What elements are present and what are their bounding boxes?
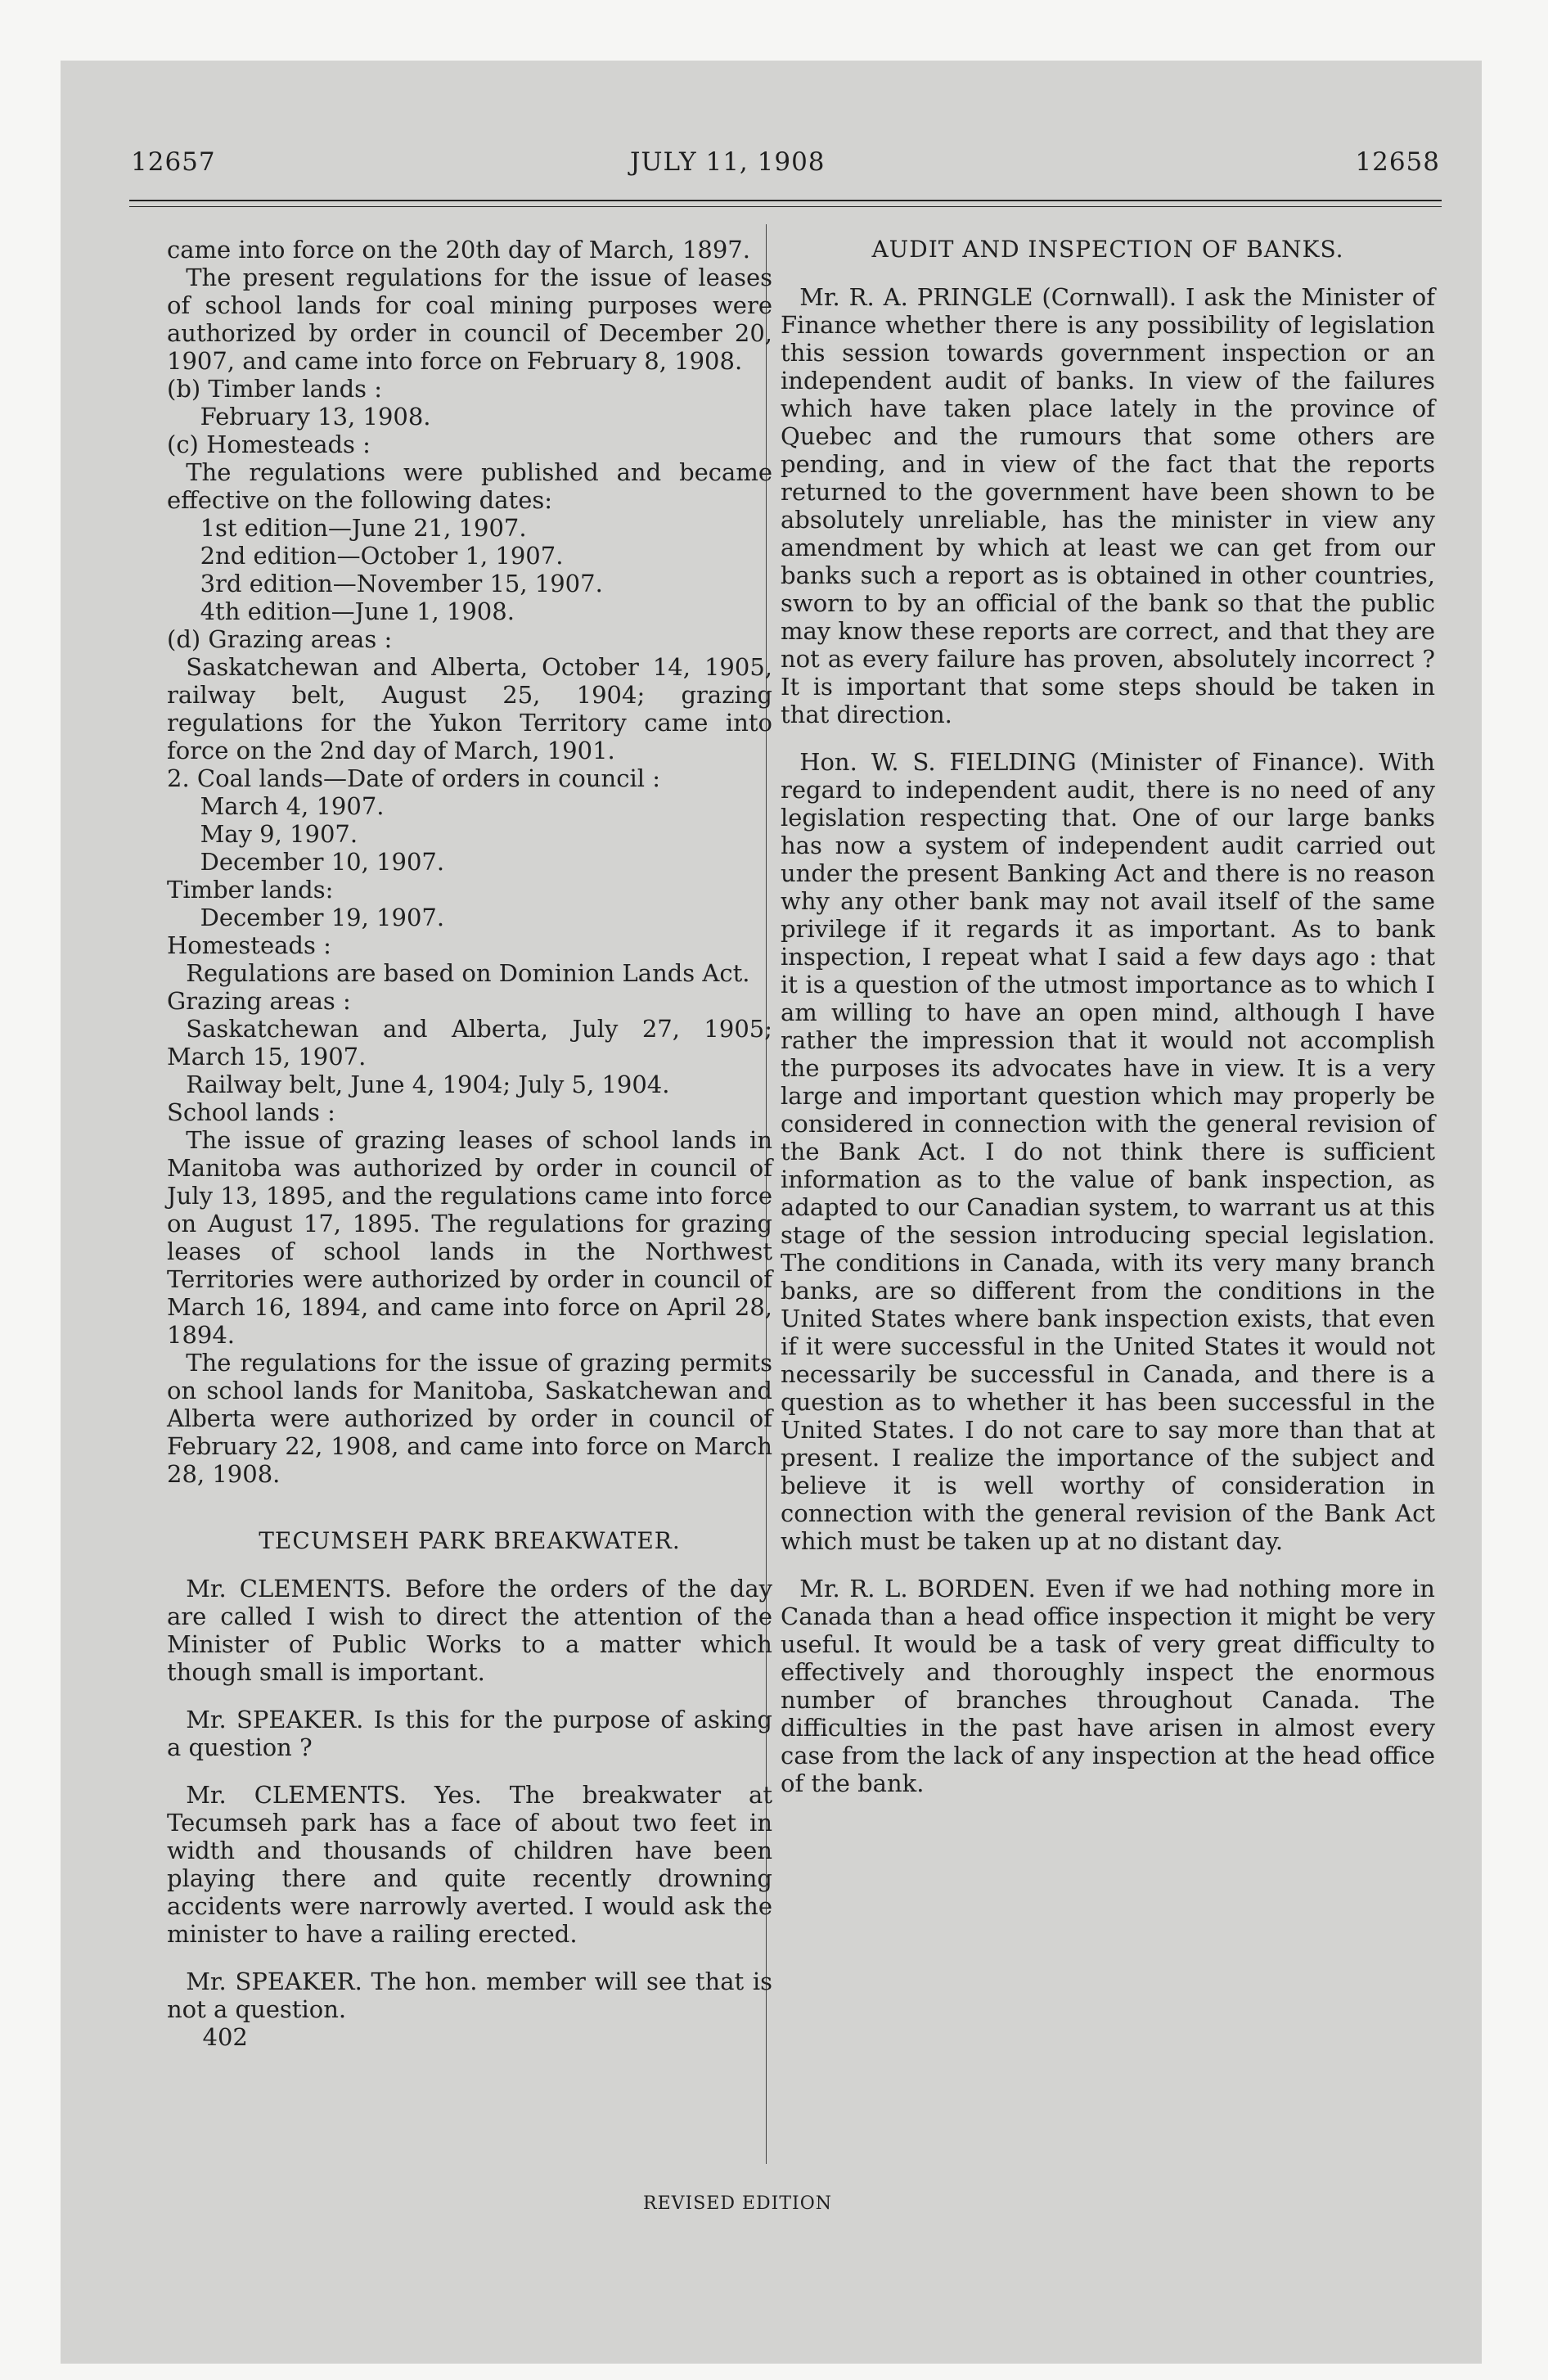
list-item: December 19, 1907. [200, 904, 445, 931]
left-page-number: 12657 [131, 147, 216, 177]
header-rule-thin [129, 206, 1442, 207]
list-heading: (b) Timber lands : [167, 375, 383, 403]
speech-paragraph: Mr. SPEAKER. Is this for the purpose of asking a question ? [167, 1706, 772, 1761]
right-page-number: 12658 [1355, 147, 1440, 177]
paragraph: Regulations are based on Dominion Lands Act. [186, 959, 750, 987]
section-heading: AUDIT AND INSPECTION OF BANKS. [871, 236, 1344, 263]
paragraph: The issue of grazing leases of school lands in Manitoba was authorized by order in council of July 13, 1895, and the regulations came into force on August 17, 1895. The regulations for grazing leases of school lands in the Northwest Territories were authorized by order in council of March 16, 1894, and came into force on April 28, 1894. [167, 1126, 772, 1349]
list-heading: (c) Homesteads : [167, 430, 371, 458]
list-heading: Timber lands: [167, 876, 334, 904]
paragraph: The regulations for the issue of grazing permits on school lands for Manitoba, Saskatchewan and Alberta were authorized by order in council of February 22, 1908, and came into force on March 28, 1908. [167, 1349, 772, 1488]
list-heading: School lands : [167, 1098, 335, 1126]
list-item: 4th edition—June 1, 1908. [200, 597, 515, 625]
header-date: JULY 11, 1908 [630, 147, 826, 177]
paragraph: came into force on the 20th day of March, 1897. [167, 236, 750, 264]
paragraph: The present regulations for the issue of leases of school lands for coal mining purposes were authorized by order in council of December 20, 1907, and came into force on February 8, 1908. [167, 264, 772, 375]
section-heading: TECUMSEH PARK BREAKWATER. [259, 1527, 681, 1554]
speech-paragraph: Mr. R. L. BORDEN. Even if we had nothing more in Canada than a head office inspection it might be very useful. It would be a task of very great difficulty to effectively and thoroughly inspect the enormous number of branches throughout Canada. The difficulties in the past have arisen in almost every case from the lack of any inspection at the head office of the bank. [781, 1575, 1435, 1797]
list-heading: Grazing areas : [167, 987, 351, 1015]
list-heading: 2. Coal lands—Date of orders in council : [167, 764, 661, 792]
list-item: March 4, 1907. [200, 792, 385, 820]
paragraph: The regulations were published and became effective on the following dates: [167, 458, 772, 514]
left-column [167, 236, 772, 2051]
paragraph: Saskatchewan and Alberta, July 27, 1905; March 15, 1907. [167, 1015, 772, 1071]
right-column [781, 236, 1435, 1797]
footer-edition-label: REVISED EDITION [643, 2193, 833, 2214]
speech-paragraph: Mr. R. A. PRINGLE (Cornwall). I ask the Minister of Finance whether there is any possibility of legislation this session towards government inspection or an independent audit of banks. In view of the failures which have taken place lately in the province of Quebec and the rumours that some others are pending, and in view of the fact that the reports returned to the government have been shown to be absolutely unreliable, has the minister in view any amendment by which at least we can get from our banks such a report as is obtained in other countries, sworn to by an official of the bank so that the public may know these reports are correct, and that they are not as every failure has proven, absolutely incorrect ? It is important that some steps should be taken in that direction. [781, 283, 1435, 728]
speech-paragraph: Mr. CLEMENTS. Yes. The breakwater at Tecumseh park has a face of about two feet in width and thousands of children have been playing there and quite recently drowning accidents were narrowly averted. I would ask the minister to have a railing erected. [167, 1781, 772, 1948]
list-item: December 10, 1907. [200, 848, 445, 876]
list-item: 3rd edition—November 15, 1907. [200, 570, 603, 597]
page-header [131, 147, 1440, 196]
page-sheet [61, 61, 1482, 2364]
list-item: 1st edition—June 21, 1907. [200, 514, 527, 542]
list-item: 2nd edition—October 1, 1907. [200, 542, 564, 570]
list-item: May 9, 1907. [200, 820, 358, 848]
paragraph: Railway belt, June 4, 1904; July 5, 1904. [186, 1071, 670, 1098]
list-heading: Homesteads : [167, 931, 331, 959]
speech-paragraph: Hon. W. S. FIELDING (Minister of Finance). With regard to independent audit, there is no need of any legislation respecting that. One of our large banks has now a system of independent audit carried out under the present Banking Act and there is no reason why any other bank may not avail itself of the same privilege if it regards it as important. As to bank inspection, I repeat what I said a few days ago : that it is a question of the utmost importance as to which I am willing to have an open mind, although I have rather the impression that it would not accomplish the purposes its advocates have in view. It is a very large and important question which may properly be considered in connection with the general revision of the Bank Act. I do not think there is sufficient information as to the value of bank inspection, as adapted to our Canadian system, to warrant us at this stage of the session introducing special legislation. The conditions in Canada, with its very many branch banks, are so different from the conditions in the United States where bank inspection exists, that even if it were successful in the United States it would not necessarily be successful in Canada, and there is a question as to whether it has been successful in the United States. I do not care to say more than that at present. I realize the importance of the subject and believe it is well worthy of consideration in connection with the general revision of the Bank Act which must be taken up at no distant day. [781, 748, 1435, 1555]
page-folio: 402 [202, 2023, 248, 2051]
speech-paragraph: Mr. CLEMENTS. Before the orders of the day are called I wish to direct the attention of the Minister of Public Works to a matter which though small is important. [167, 1575, 772, 1686]
header-rule-thick [129, 200, 1442, 201]
list-heading: (d) Grazing areas : [167, 625, 393, 653]
paragraph: Saskatchewan and Alberta, October 14, 1905, railway belt, August 25, 1904; grazing regulations for the Yukon Territory came into force on the 2nd day of March, 1901. [167, 653, 772, 764]
speech-paragraph: Mr. SPEAKER. The hon. member will see that is not a question. [167, 1968, 772, 2023]
list-item: February 13, 1908. [200, 403, 431, 430]
